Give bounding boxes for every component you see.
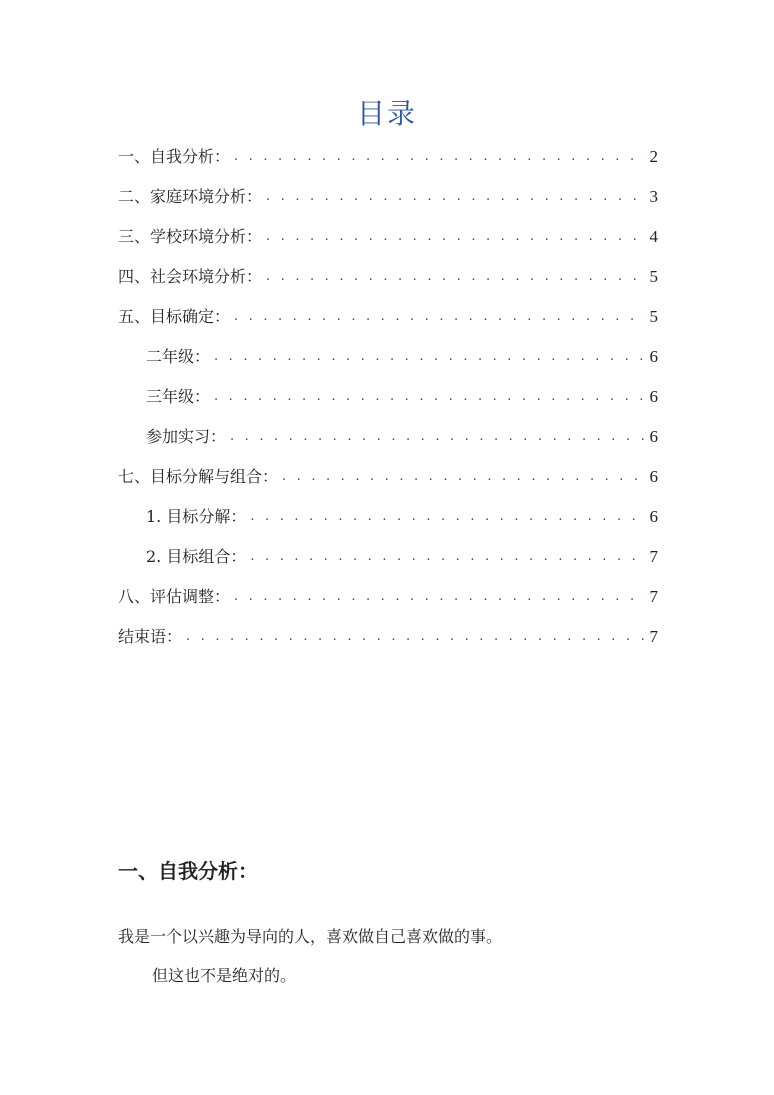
toc-subentry[interactable]	[146, 417, 658, 457]
toc-entry-page: 4	[649, 227, 658, 246]
toc-entry[interactable]	[118, 617, 658, 657]
toc-leader-dots	[234, 137, 645, 177]
toc-leader-dots	[234, 577, 645, 617]
toc-entry-page: 6	[649, 427, 658, 446]
toc-entry-page: 7	[649, 547, 658, 566]
toc-entry-label: 五、目标确定：	[118, 307, 231, 326]
toc-entry-label: 三、学校环境分析：	[118, 227, 263, 246]
toc-leader-dots	[234, 297, 645, 337]
toc-entry-page: 6	[649, 347, 658, 366]
toc-leader-dots	[214, 337, 645, 377]
toc-entry-label: 一、自我分析：	[118, 147, 231, 166]
toc-leader-dots	[266, 257, 645, 297]
toc-entry[interactable]	[118, 137, 658, 177]
toc-subentry[interactable]	[146, 377, 658, 417]
toc-entry-label: 二年级：	[146, 347, 211, 366]
toc-leader-dots	[282, 457, 645, 497]
toc-leader-dots	[250, 537, 645, 577]
toc-entry-label: 三年级：	[146, 387, 211, 406]
toc-entry-label: 四、社会环境分析：	[118, 267, 263, 286]
toc-entry[interactable]	[118, 577, 658, 617]
toc-entry-label: 结束语：	[118, 627, 183, 646]
toc-entry[interactable]	[118, 457, 658, 497]
toc-entry-label: 七、目标分解与组合：	[118, 467, 279, 486]
toc-subentry[interactable]	[146, 497, 658, 537]
toc-subentry[interactable]	[146, 337, 658, 377]
toc-entry-label: 八、评估调整：	[118, 587, 231, 606]
body-paragraph: 但这也不是绝对的。	[152, 966, 297, 985]
toc-entry-label: 二、家庭环境分析：	[118, 187, 263, 206]
toc-entry-page: 6	[649, 467, 658, 486]
toc-subentry[interactable]	[146, 537, 658, 577]
toc-entry-page: 7	[649, 627, 658, 646]
toc-leader-dots	[266, 177, 645, 217]
body-paragraph: 我是一个以兴趣为导向的人，喜欢做自己喜欢做的事。	[118, 927, 503, 946]
toc-entry[interactable]	[118, 297, 658, 337]
toc-entry[interactable]	[118, 217, 658, 257]
toc-entry[interactable]	[118, 257, 658, 297]
toc-entry-label: 参加实习：	[146, 427, 227, 446]
toc-entry-page: 7	[649, 587, 658, 606]
toc-leader-dots	[230, 417, 645, 457]
toc-entry-page: 6	[649, 507, 658, 526]
toc-entry-page: 6	[649, 387, 658, 406]
toc-leader-dots	[186, 617, 645, 657]
toc-entry-label: 2. 目标组合：	[146, 547, 247, 566]
toc-entry-label: 1. 目标分解：	[146, 507, 247, 526]
toc-leader-dots	[266, 217, 645, 257]
toc-leader-dots	[250, 497, 645, 537]
toc-entry[interactable]	[118, 177, 658, 217]
toc-entry-page: 5	[649, 267, 658, 286]
toc-entry-page: 2	[649, 147, 658, 166]
toc-title: 目录	[356, 97, 417, 130]
section-heading: 一、自我分析：	[118, 859, 258, 883]
toc-entry-page: 3	[649, 187, 658, 206]
toc-leader-dots	[214, 377, 645, 417]
toc-entry-page: 5	[649, 307, 658, 326]
